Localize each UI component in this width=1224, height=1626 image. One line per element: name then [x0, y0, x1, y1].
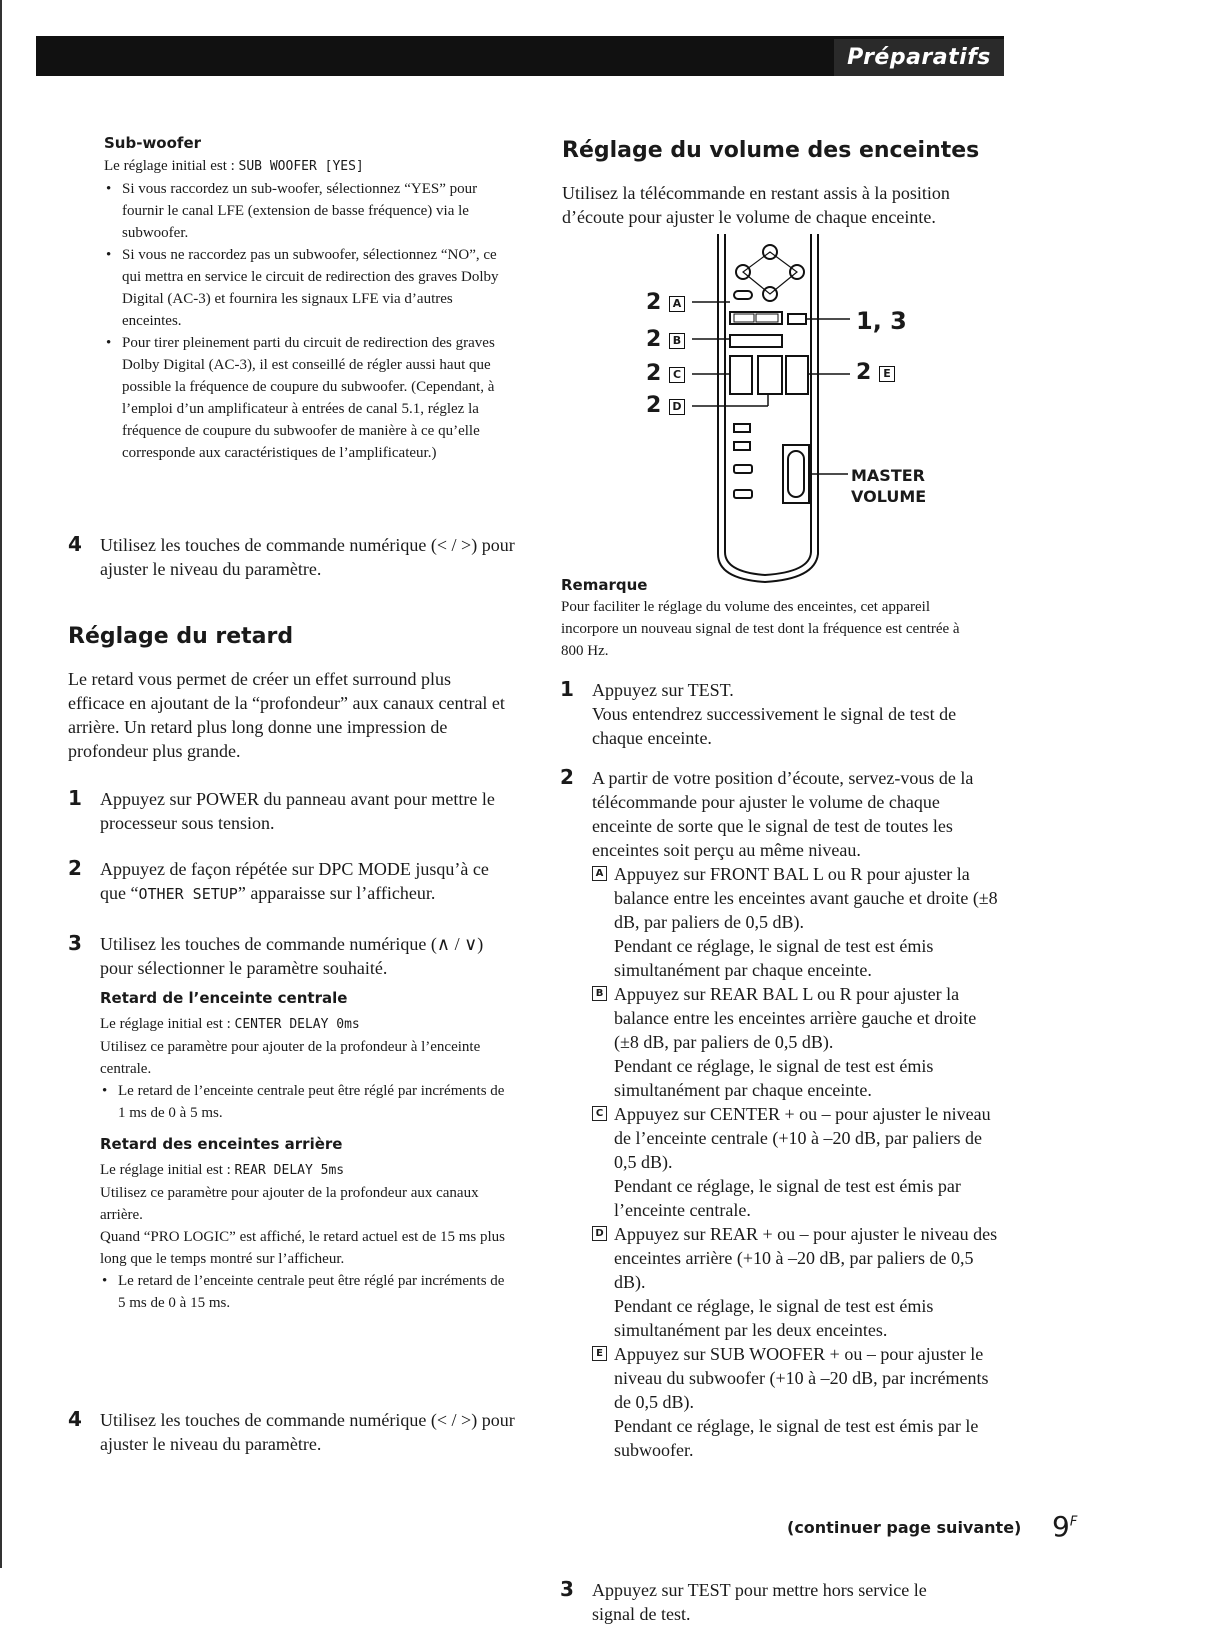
master-volume-frame	[783, 445, 809, 503]
box-label: B	[592, 986, 607, 1001]
initial-prefix: Le réglage initial est :	[100, 1016, 235, 1032]
button-c-3	[786, 356, 808, 394]
center-delay-initial	[100, 1013, 510, 1036]
substep-text: Appuyez sur SUB WOOFER + ou – pour ajuster le niveau du subwoofer (+10 à –20 dB, par incréments de 0,5 dB).	[614, 1344, 989, 1412]
master-label-line2: VOLUME	[851, 487, 927, 506]
page-edge-line	[0, 0, 2, 1568]
substep-note: Pendant ce réglage, le signal de test est émis par le subwoofer.	[614, 1416, 979, 1460]
label-num: 2	[646, 393, 662, 418]
button-d-1	[734, 424, 750, 432]
fig-label-master-volume	[851, 465, 926, 507]
remarque-block	[561, 576, 961, 662]
substep-note: Pendant ce réglage, le signal de test est émis par l’enceinte centrale.	[614, 1176, 961, 1220]
step-number: 1	[68, 786, 82, 810]
remarque-text: Pour faciliter le réglage du volume des enceintes, cet appareil incorpore un nouveau signal de test dont la fréquence est centrée à 800 Hz.	[561, 599, 960, 659]
initial-prefix: Le réglage initial est :	[104, 158, 239, 174]
center-delay-title: Retard de l’enceinte centrale	[100, 989, 348, 1007]
subwoofer-bullets	[100, 178, 508, 464]
button-a-inner	[734, 314, 754, 322]
box-label: E	[592, 1346, 607, 1361]
button-d-2	[734, 442, 750, 450]
volume-step-2	[560, 766, 1002, 1462]
step-text: Vous entendrez successivement le signal de test de chaque enceinte.	[592, 704, 957, 748]
initial-value: SUB WOOFER [YES]	[238, 159, 364, 174]
step-text: Appuyez sur TEST pour mettre hors service le signal de test.	[592, 1580, 927, 1624]
step-text: Appuyez de façon répétée sur DPC MODE jusqu’à ce que “	[100, 859, 489, 903]
fig-label-2a	[646, 290, 685, 315]
button-c-1	[730, 356, 752, 394]
step-text: ” apparaisse sur l’afficheur.	[237, 883, 436, 903]
substep-d	[592, 1222, 1002, 1342]
button-small	[734, 291, 752, 299]
retard-section	[68, 624, 510, 1314]
rear-delay-desc2: Quand “PRO LOGIC” est affiché, le retard actuel est de 15 ms plus long que le temps montré sur l’afficheur.	[100, 1229, 506, 1267]
substep-note: Pendant ce réglage, le signal de test est émis simultanément par chaque enceinte.	[614, 1056, 934, 1100]
remote-body	[718, 234, 818, 582]
step-text: Utilisez les touches de commande numérique (< / >) pour ajuster le niveau du paramètre.	[100, 1410, 515, 1454]
step-4-top	[68, 533, 540, 581]
fig-label-13: 1, 3	[856, 307, 907, 335]
substep-e	[592, 1342, 1002, 1462]
step-text: Appuyez sur POWER du panneau avant pour mettre le processeur sous tension.	[100, 789, 495, 833]
button-a-inner-2	[756, 314, 778, 322]
center-delay-bullets	[96, 1080, 510, 1124]
step-number: 2	[68, 856, 82, 880]
box-label: A	[592, 866, 607, 881]
fig-label-2d	[646, 393, 685, 418]
step-number: 2	[560, 765, 574, 789]
retard-step-3	[68, 932, 510, 1314]
retard-step-1	[68, 787, 510, 835]
remarque-title: Remarque	[561, 576, 648, 594]
volume-section	[562, 138, 1002, 229]
page-number-value: 9	[1052, 1510, 1070, 1543]
fig-label-2e	[856, 360, 895, 385]
rear-delay-initial	[100, 1159, 510, 1182]
substep-text: Appuyez sur CENTER + ou – pour ajuster le niveau de l’enceinte centrale (+10 à –20 dB, par paliers de 0,5 dB).	[614, 1104, 991, 1172]
button-d-3	[734, 465, 752, 473]
list-item: • Pour tirer pleinement parti du circuit de redirection des graves Dolby Digital (AC-3), il est conseillé de régler aussi haut que possible la fréquence de coupure du subwoofer. (Cependant, à l’emploi d’un amplificateur à entrées de canal 5.1, réglez la fréquence de coupure du subwoofer de manière à ce qu’elle corresponde aux caractéristiques de l’amplificateur.)	[100, 332, 508, 464]
volume-intro: Utilisez la télécommande en restant assis à la position d’écoute pour ajuster le volume de chaque enceinte.	[562, 183, 950, 227]
retard-step-4	[68, 1408, 540, 1456]
label-box: A	[669, 296, 685, 312]
master-volume-slider	[788, 451, 804, 497]
label-box: B	[669, 333, 685, 349]
volume-heading: Réglage du volume des enceintes	[562, 138, 980, 163]
retard-step-2	[68, 857, 510, 906]
list-item: • Le retard de l’enceinte centrale peut être réglé par incréments de 5 ms de 0 à 15 ms.	[96, 1270, 510, 1314]
box-label: C	[592, 1106, 607, 1121]
step-number: 3	[68, 931, 82, 955]
rear-delay-bullets	[96, 1270, 510, 1314]
substep-b	[592, 982, 1002, 1102]
page-number	[1052, 1510, 1077, 1543]
display-text: OTHER SETUP	[138, 885, 238, 903]
rear-delay-desc: Utilisez ce paramètre pour ajouter de la profondeur aux canaux arrière.	[100, 1185, 479, 1223]
volume-steps	[560, 678, 1002, 1462]
label-box: D	[669, 399, 685, 415]
substep-note: Pendant ce réglage, le signal de test est émis simultanément par les deux enceintes.	[614, 1296, 934, 1340]
step-number: 3	[560, 1577, 574, 1601]
substep-text: Appuyez sur FRONT BAL L ou R pour ajuster la balance entre les enceintes avant gauche et droite (±8 dB, par paliers de 0,5 dB).	[614, 864, 998, 932]
subwoofer-section	[104, 134, 508, 464]
label-num: 2	[646, 290, 662, 315]
step-text: Utilisez les touches de commande numérique (∧ / ∨) pour sélectionner le paramètre souhaité.	[100, 934, 484, 978]
subwoofer-initial	[104, 155, 508, 178]
box-label: D	[592, 1226, 607, 1241]
substep-note: Pendant ce réglage, le signal de test est émis simultanément par chaque enceinte.	[614, 936, 934, 980]
button-13	[788, 314, 806, 324]
label-num: 2	[646, 327, 662, 352]
rear-delay-title: Retard des enceintes arrière	[100, 1135, 343, 1153]
volume-step-3	[560, 1578, 1012, 1626]
initial-value: CENTER DELAY 0ms	[234, 1017, 360, 1032]
step-text: Utilisez les touches de commande numérique (< / >) pour ajuster le niveau du paramètre.	[100, 535, 515, 579]
master-label-line1: MASTER	[851, 466, 925, 485]
button-c-2	[758, 356, 782, 394]
label-box: E	[879, 366, 895, 382]
continued-label: (continuer page suivante)	[787, 1518, 1022, 1537]
center-delay-block	[100, 986, 510, 1124]
retard-intro: Le retard vous permet de créer un effet surround plus efficace en ajoutant de la “profondeur” aux canaux central et arrière. Un retard plus long donne une impression de profondeur plus grande.	[68, 669, 505, 761]
rear-delay-block	[100, 1132, 510, 1314]
center-delay-desc: Utilisez ce paramètre pour ajouter de la profondeur à l’enceinte centrale.	[100, 1039, 481, 1077]
header-bar	[36, 36, 1004, 76]
initial-prefix: Le réglage initial est :	[100, 1162, 235, 1178]
retard-heading: Réglage du retard	[68, 624, 294, 649]
step-number: 4	[68, 532, 82, 556]
step-text: Appuyez sur TEST.	[592, 680, 734, 700]
substep-a	[592, 862, 1002, 982]
volume-step-1	[560, 678, 1002, 750]
initial-value: REAR DELAY 5ms	[234, 1163, 345, 1178]
button-d-4	[734, 490, 752, 498]
list-item: • Si vous raccordez un sub-woofer, sélectionnez “YES” pour fournir le canal LFE (extension de basse fréquence) via le subwoofer.	[100, 178, 508, 244]
substep-text: Appuyez sur REAR BAL L ou R pour ajuster la balance entre les enceintes arrière gauche et droite (±8 dB, par paliers de 0,5 dB).	[614, 984, 977, 1052]
step-number: 4	[68, 1407, 82, 1431]
subwoofer-title: Sub-woofer	[104, 134, 202, 152]
label-box: C	[669, 367, 685, 383]
fig-label-2b	[646, 327, 685, 352]
button-b	[730, 335, 782, 347]
list-item: • Si vous ne raccordez pas un subwoofer, sélectionnez “NO”, ce qui mettra en service le circuit de redirection des graves Dolby Digital (AC-3) et fournira les signaux LFE via d’autres enceintes.	[100, 244, 508, 332]
list-item: • Le retard de l’enceinte centrale peut être réglé par incréments de 1 ms de 0 à 5 ms.	[96, 1080, 510, 1124]
section-tab: Préparatifs	[834, 39, 1004, 76]
fig-label-2c	[646, 361, 685, 386]
step-text: A partir de votre position d’écoute, servez-vous de la télécommande pour ajuster le volume de chaque enceinte de sorte que le signal de test de toutes les enceintes soit perçu au même niveau.	[592, 768, 974, 860]
label-num: 2	[646, 361, 662, 386]
step-number: 1	[560, 677, 574, 701]
substep-c	[592, 1102, 1002, 1222]
substep-text: Appuyez sur REAR + ou – pour ajuster le niveau des enceintes arrière (+10 à –20 dB, par paliers de 0,5 dB).	[614, 1224, 998, 1292]
page-number-suffix: F	[1069, 1514, 1078, 1530]
label-num: 2	[856, 360, 872, 385]
